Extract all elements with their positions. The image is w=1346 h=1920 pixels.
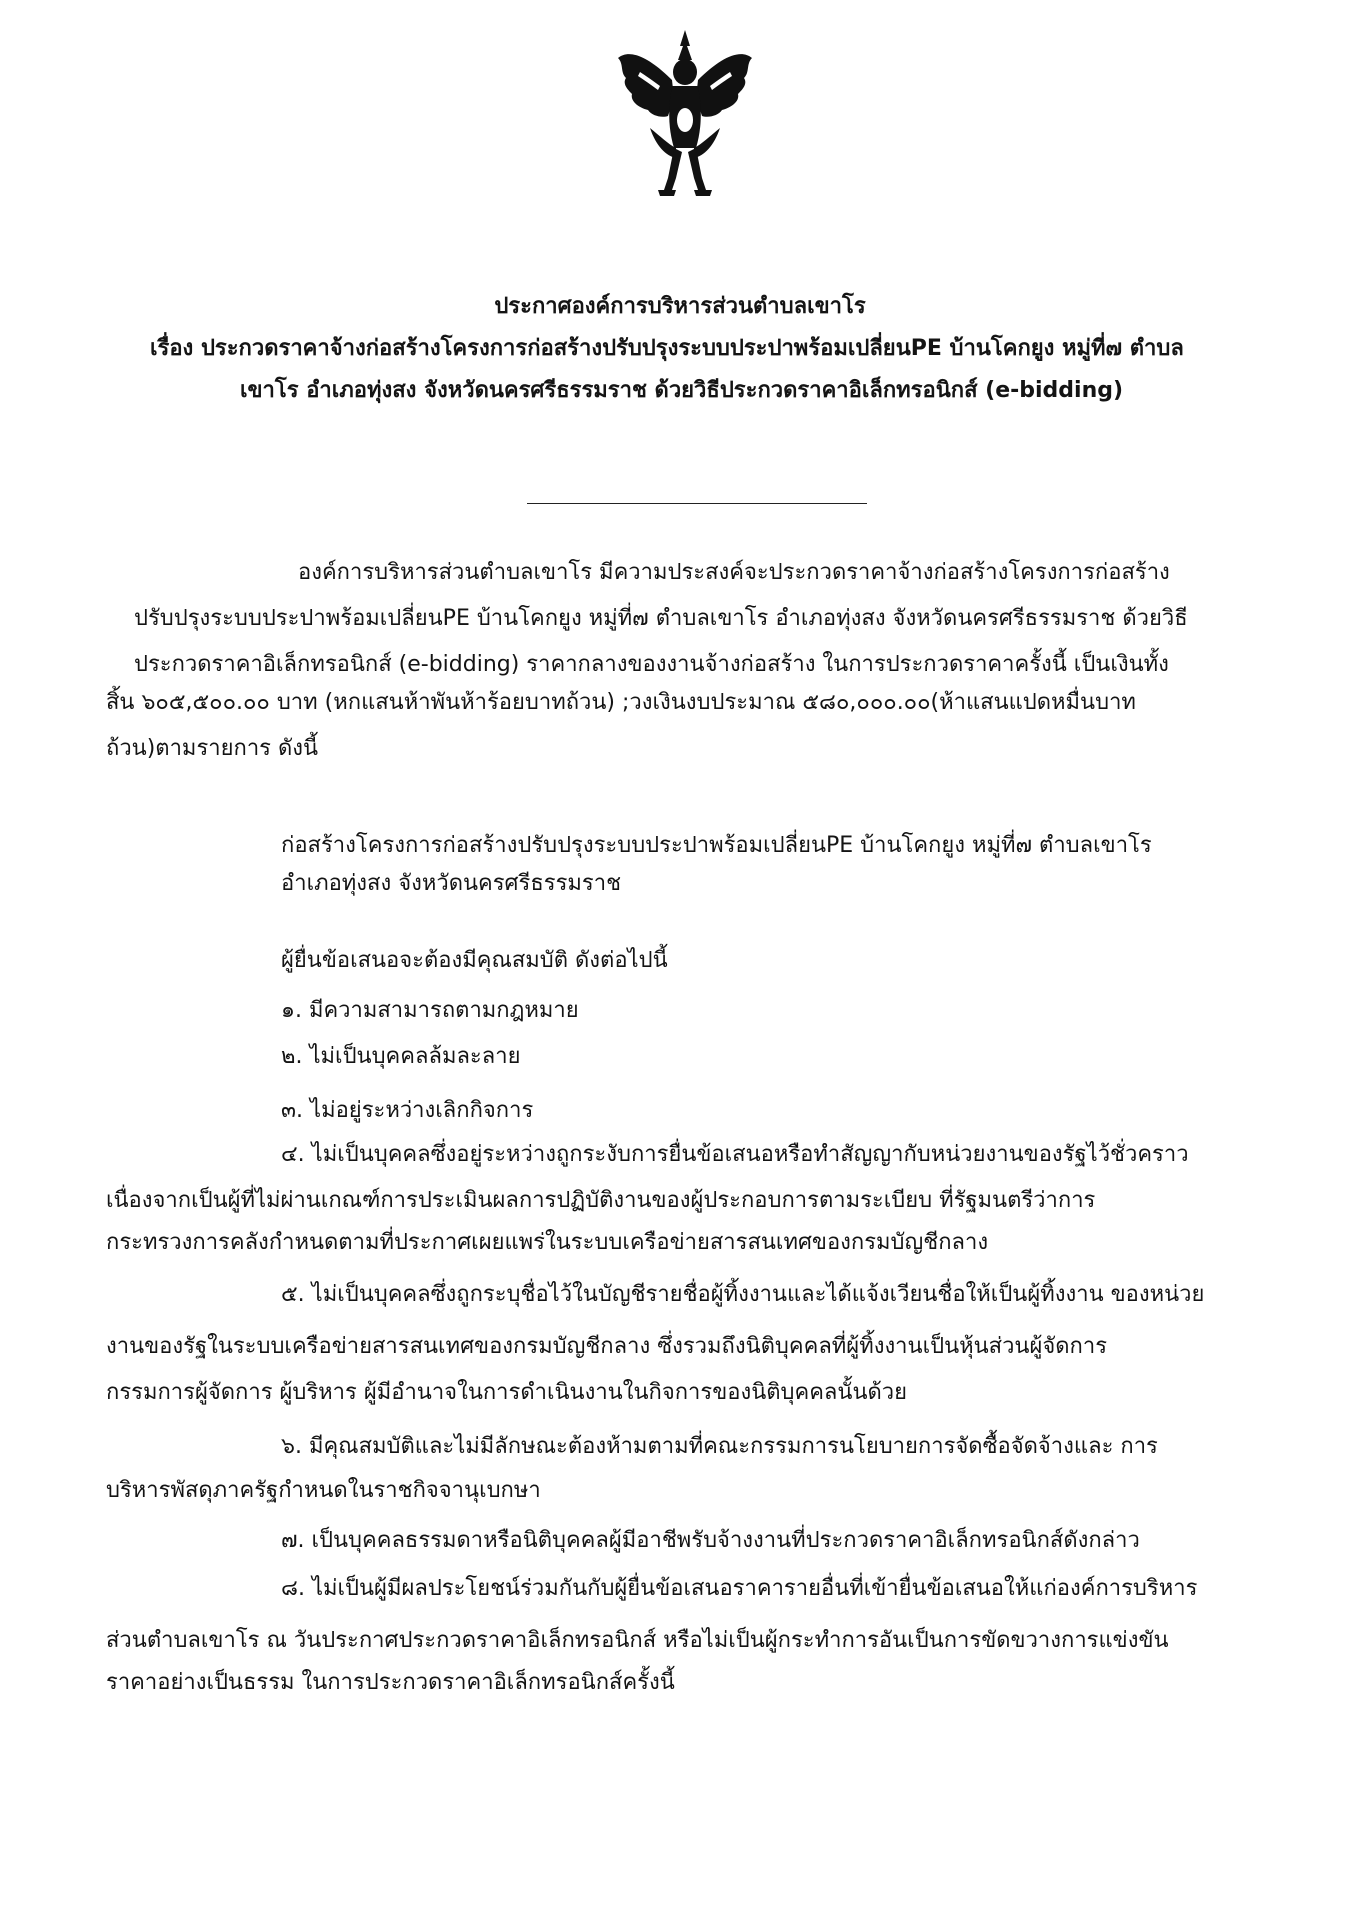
qualification-3: ๓. ไม่อยู่ระหว่างเลิกกิจการ (281, 1098, 534, 1123)
qualification-4-line-3: กระทรวงการคลังกำหนดตามที่ประกาศเผยแพร่ในระบบเครือข่ายสารสนเทศของกรมบัญชีกลาง (106, 1230, 989, 1255)
project-line-2: อำเภอทุ่งสง จังหวัดนครศรีธรรมราช (281, 871, 622, 896)
intro-line-2: ปรับปรุงระบบประปาพร้อมเปลี่ยนPE บ้านโคกยูง หมู่ที่๗ ตำบลเขาโร อำเภอทุ่งสง จังหวัดนครศรีธรรมราช ด้วยวิธี (134, 606, 1188, 631)
intro-line-1: องค์การบริหารส่วนตำบลเขาโร มีความประสงค์จะประกวดราคาจ้างก่อสร้างโครงการก่อสร้าง (298, 560, 1170, 585)
qualification-5-line-3: กรรมการผู้จัดการ ผู้บริหาร ผู้มีอำนาจในการดำเนินงานในกิจการของนิติบุคคลนั้นด้วย (106, 1380, 908, 1405)
project-line-1: ก่อสร้างโครงการก่อสร้างปรับปรุงระบบประปาพร้อมเปลี่ยนPE บ้านโคกยูง หมู่ที่๗ ตำบลเขาโร (281, 833, 1152, 858)
title-divider (527, 503, 867, 504)
qualification-1: ๑. มีความสามารถตามกฎหมาย (281, 998, 579, 1023)
qualification-8-line-3: ราคาอย่างเป็นธรรม ในการประกวดราคาอิเล็กทรอนิกส์ครั้งนี้ (106, 1670, 675, 1695)
qualification-4-line-2: เนื่องจากเป็นผู้ที่ไม่ผ่านเกณฑ์การประเมินผลการปฏิบัติงานของผู้ประกอบการตามระเบียบ ที่รัฐมนตรีว่าการ (106, 1188, 1096, 1213)
qualification-8-line-2: ส่วนตำบลเขาโร ณ วันประกาศประกวดราคาอิเล็กทรอนิกส์ หรือไม่เป็นผู้กระทำการอันเป็นการขัดขวางการแข่งขัน (106, 1628, 1169, 1653)
subject-line-2: เขาโร อำเภอทุ่งสง จังหวัดนครศรีธรรมราช ด้วยวิธีประกวดราคาอิเล็กทรอนิกส์ (e-bidding) (240, 378, 1124, 403)
garuda-emblem-icon (610, 28, 760, 208)
qualification-7: ๗. เป็นบุคคลธรรมดาหรือนิติบุคคลผู้มีอาชีพรับจ้างงานที่ประกวดราคาอิเล็กทรอนิกส์ดังกล่าว (281, 1528, 1140, 1553)
announcement-title: ประกาศองค์การบริหารส่วนตำบลเขาโร (494, 294, 866, 319)
qualification-4-line-1: ๔. ไม่เป็นบุคคลซึ่งอยู่ระหว่างถูกระงับการยื่นข้อเสนอหรือทำสัญญากับหน่วยงานของรัฐไว้ชั่วคราว (281, 1142, 1189, 1167)
qualifications-heading: ผู้ยื่นข้อเสนอจะต้องมีคุณสมบัติ ดังต่อไปนี้ (281, 948, 668, 973)
intro-line-3: ประกวดราคาอิเล็กทรอนิกส์ (e-bidding) ราคากลางของงานจ้างก่อสร้าง ในการประกวดราคาครั้งนี้ เป็นเงินทั้ง (134, 652, 1169, 677)
intro-line-4: สิ้น ๖๐๕,๕๐๐.๐๐ บาท (หกแสนห้าพันห้าร้อยบาทถ้วน) ;วงเงินงบประมาณ ๕๘๐,๐๐๐.๐๐(ห้าแสนแปดหมื่นบาท (106, 690, 1136, 715)
qualification-6-line-1: ๖. มีคุณสมบัติและไม่มีลักษณะต้องห้ามตามที่คณะกรรมการนโยบายการจัดซื้อจัดจ้างและ การ (281, 1434, 1158, 1459)
qualification-5-line-2: งานของรัฐในระบบเครือข่ายสารสนเทศของกรมบัญชีกลาง ซึ่งรวมถึงนิติบุคคลที่ผู้ทิ้งงานเป็นหุ้นส่วนผู้จัดการ (106, 1334, 1108, 1359)
subject-line-1: เรื่อง ประกวดราคาจ้างก่อสร้างโครงการก่อสร้างปรับปรุงระบบประปาพร้อมเปลี่ยนPE บ้านโคกยูง หมู่ที่๗ ตำบล (150, 336, 1184, 361)
qualification-6-line-2: บริหารพัสดุภาครัฐกำหนดในราชกิจจานุเบกษา (106, 1478, 541, 1503)
intro-line-5: ถ้วน)ตามรายการ ดังนี้ (106, 736, 319, 761)
qualification-8-line-1: ๘. ไม่เป็นผู้มีผลประโยชน์ร่วมกันกับผู้ยื่นข้อเสนอราคารายอื่นที่เข้ายื่นข้อเสนอให้แก่องค์การบริหาร (281, 1576, 1198, 1601)
qualification-2: ๒. ไม่เป็นบุคคลล้มละลาย (281, 1044, 521, 1069)
qualification-5-line-1: ๕. ไม่เป็นบุคคลซึ่งถูกระบุชื่อไว้ในบัญชีรายชื่อผู้ทิ้งงานและได้แจ้งเวียนชื่อให้เป็นผู้ทิ้งงาน ของหน่วย (281, 1282, 1205, 1307)
